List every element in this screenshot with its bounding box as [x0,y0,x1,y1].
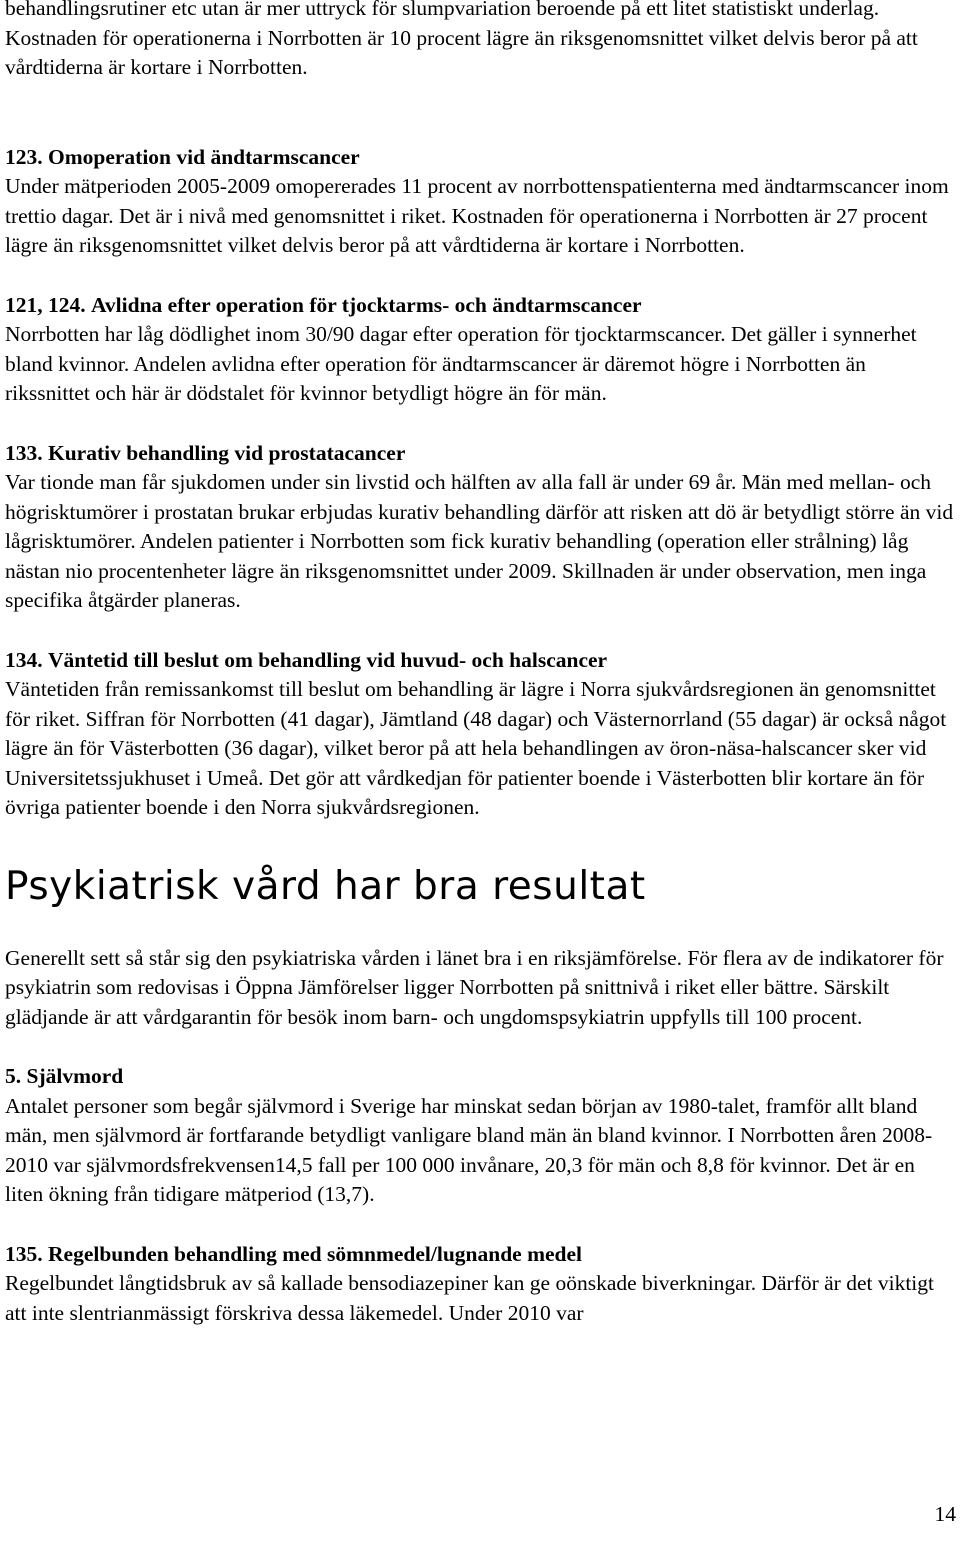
indicator-heading [5,646,955,676]
indicator-text: Var tionde man får sjukdomen under sin livstid och hälften av alla fall är under 69 år. Män med mellan- och högrisktumörer i prostatan brukar erbjudas kurativ behandling därför att risken att dö är betydligt större än vid lågrisktumörer. Andelen patienter i Norrbotten som fick kurativ behandling (operation eller strålning) låg nästan nio procentenheter lägre än riksgenomsnittet under 2009. Skillnaden är under observation, men inga specifika åtgärder planeras. [5,470,954,612]
indicator-heading [5,1240,955,1270]
indicator-heading [5,143,955,173]
indicator-item [5,291,955,409]
indicator-number: 123. [5,144,43,169]
indicator-title: Självmord [26,1064,124,1088]
indicator-heading [5,439,955,469]
indicator-item [5,1240,955,1329]
indicator-title: Väntetid till beslut om behandling vid huvud- och halscancer [48,647,608,672]
intro-paragraph: behandlingsrutiner etc utan är mer uttryck för slumpvariation beroende på ett litet statistiskt underlag. Kostnaden för operationerna i Norrbotten är 10 procent lägre än riksgenomsnittet vilket delvis beror på att vårdtiderna är kortare i Norrbotten. [5,0,918,79]
document-page [5,0,955,1328]
indicator-title: Omoperation vid ändtarmscancer [48,144,360,169]
indicator-text: Väntetiden från remissankomst till beslut om behandling är lägre i Norra sjukvårdsregionen än genomsnittet för riket. Siffran för Norrbotten (41 dagar), Jämtland (48 dagar) och Västernorrland (55 dagar) är också något lägre än för Västerbotten (36 dagar), vilket beror på att hela behandlingen av öron-näsa-halscancer sker vid Universitetssjukhuset i Umeå. Det gör att vårdkedjan för patienter boende i Västerbotten blir kortare än för övriga patienter boende i den Norra sjukvårdsregionen. [5,677,947,819]
indicator-number: 133. [5,440,43,465]
indicator-item [5,143,955,261]
indicator-number: 134. [5,647,43,672]
indicator-title: Regelbunden behandling med sömnmedel/lugnande medel [48,1241,583,1266]
indicator-text: Under mätperioden 2005-2009 omopererades 11 procent av norrbottenspatienterna med ändtarmscancer inom trettio dagar. Det är i nivå med genomsnittet i riket. Kostnaden för operationerna i Norrbotten är 27 procent lägre än riksgenomsnittet vilket delvis beror på att vårdtiderna är kortare i Norrbotten. [5,174,949,257]
section-heading: Psykiatrisk vård har bra resultat [5,863,646,909]
indicator-number: 5. [5,1064,22,1088]
indicator-number: 121, 124. [5,292,86,317]
indicator-item [5,646,955,823]
indicator-item [5,1062,955,1210]
indicator-number: 135. [5,1241,43,1266]
indicator-text: Antalet personer som begår självmord i Sverige har minskat sedan början av 1980-talet, framför allt bland män, men självmord är fortfarande betydligt vanligare bland män än bland kvinnor. I Norrbotten åren 2008-2010 var självmordsfrekvensen14,5 fall per 100 000 invånare, 20,3 för män och 8,8 för kvinnor. Det är en liten ökning från tidigare mätperiod (13,7). [5,1093,933,1206]
indicator-heading [5,291,955,321]
indicator-title: Avlidna efter operation för tjocktarms- och ändtarmscancer [91,292,642,317]
indicator-heading [5,1062,955,1092]
section-intro: Generellt sett så står sig den psykiatriska vården i länet bra i en riksjämförelse. För flera av de indikatorer för psykiatrin som redovisas i Öppna Jämförelser ligger Norrbotten på snittnivå i riket eller bättre. Särskilt glädjande är att vårdgarantin för besök inom barn- och ungdomspsykiatrin uppfylls till 100 procent. [5,945,944,1029]
indicator-title: Kurativ behandling vid prostatacancer [48,440,406,465]
indicator-text: Regelbundet långtidsbruk av så kallade bensodiazepiner kan ge oönskade biverkningar. Därför är det viktigt att inte slentrianmässigt förskriva dessa läkemedel. Under 2010 var [5,1271,934,1325]
indicator-text: Norrbotten har låg dödlighet inom 30/90 dagar efter operation för tjocktarmscancer. Det gäller i synnerhet bland kvinnor. Andelen avlidna efter operation för ändtarmscancer är däremot högre i Norrbotten än rikssnittet och här är dödstalet för kvinnor betydligt högre än för män. [5,322,917,405]
page-number: 14 [934,1501,956,1526]
indicator-item [5,439,955,616]
